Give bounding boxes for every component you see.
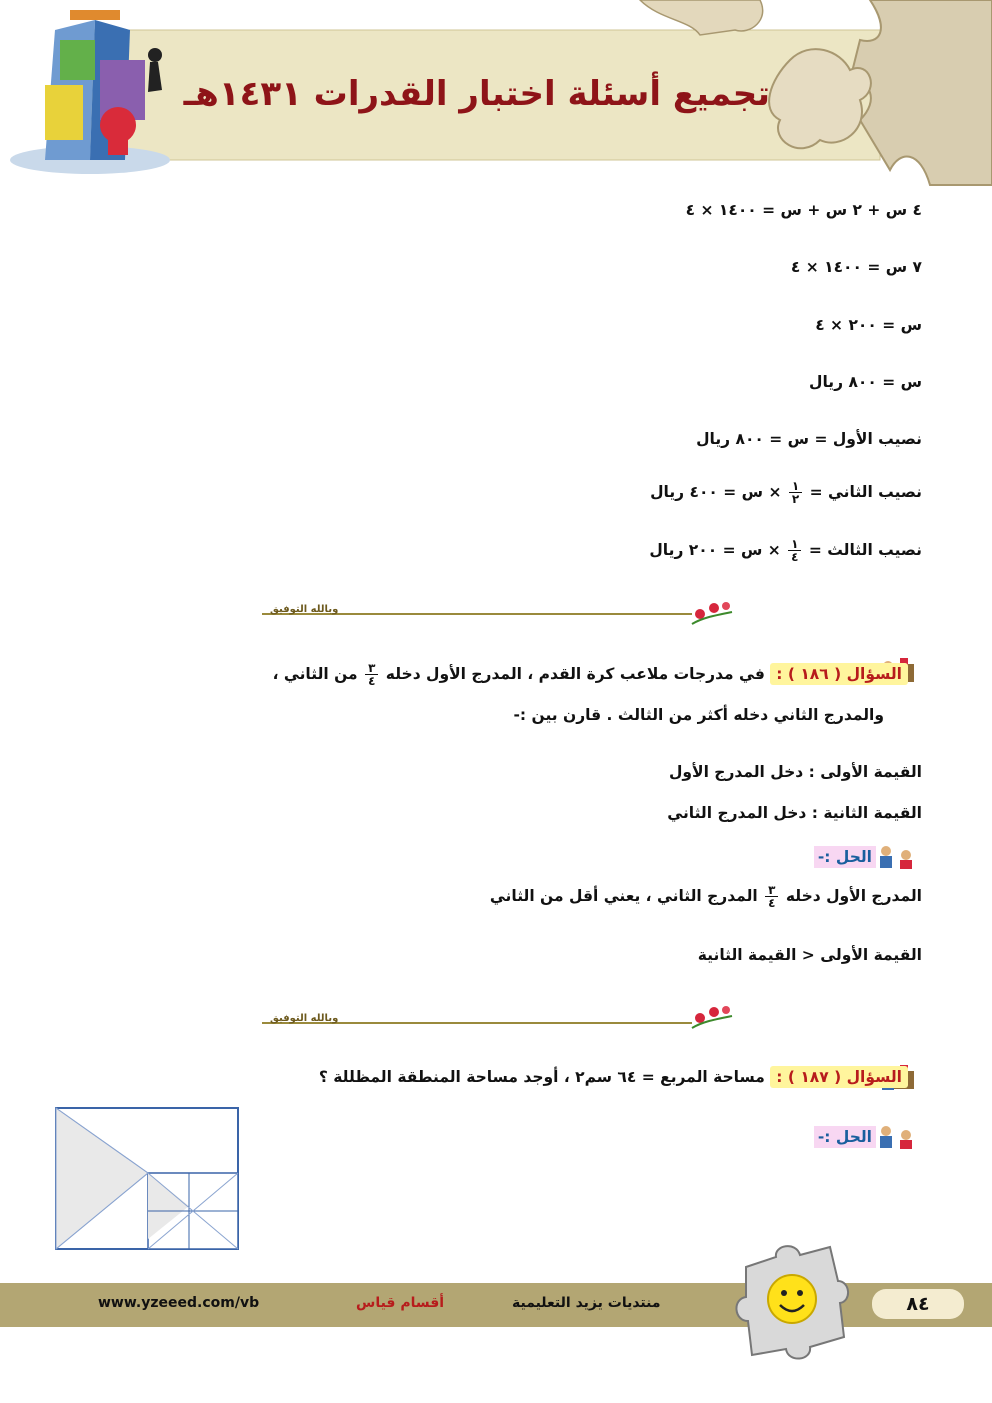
solution-186-label-wrap [814, 848, 876, 866]
divider-text-2: وبالله التوفيق [270, 1013, 339, 1024]
second-share-post: × س = ٤٠٠ ريال [650, 483, 782, 501]
solution-icon-187 [876, 1123, 916, 1149]
third-share-post: × س = ٢٠٠ ريال [649, 541, 781, 559]
equation-line-third-share [649, 538, 922, 563]
solution-186-label: الحل :- [814, 846, 876, 868]
divider-text-1: وبالله التوفيق [270, 604, 339, 615]
solution-187-label-wrap [814, 1128, 876, 1146]
flower-icon [688, 1002, 736, 1032]
flower-icon [688, 598, 736, 628]
fraction-numerator: ١ [788, 538, 801, 551]
smiley-puzzle-icon [726, 1237, 854, 1365]
question-186-label: السؤال ( ١٨٦ ) : [770, 663, 908, 685]
solution-186-post: المدرج الثاني ، يعني أقل من الثاني [489, 887, 758, 905]
solution-icon-186 [876, 843, 916, 869]
fraction-denominator: ٤ [768, 896, 776, 910]
question-186-line-2: والمدرج الثاني دخله أكثر من الثالث . قارن بين :- [513, 706, 884, 724]
question-187-line [319, 1068, 908, 1086]
equation-line-1: ٤ س + ٢ س + س = ١٤٠٠ × ٤ [685, 201, 922, 219]
question-186-line-1 [273, 662, 908, 687]
question-186-text-post: من الثاني ، [272, 665, 358, 683]
page-title: تجميع أسئلة اختبار القدرات ١٤٣١هـ [183, 74, 770, 114]
question-186-value-2: القيمة الثانية : دخل المدرج الثاني [667, 804, 922, 822]
solution-186-line-1 [490, 884, 922, 909]
equation-line-5: نصيب الأول = س = ٨٠٠ ريال [696, 430, 922, 448]
fraction-denominator: ٤ [368, 674, 376, 688]
fraction-numerator: ١ [789, 480, 802, 493]
fraction-quarter [788, 538, 801, 563]
solution-186-fraction [765, 884, 778, 909]
second-share-pre: نصيب الثاني = [809, 483, 922, 501]
question-187-label: السؤال ( ١٨٧ ) : [770, 1066, 908, 1088]
solution-186-pre: المدرج الأول دخله [785, 887, 922, 905]
fraction-numerator: ٣ [765, 884, 778, 897]
page-number: ٨٤ [872, 1289, 964, 1319]
solution-186-answer: القيمة الأولى < القيمة الثانية [697, 946, 922, 964]
equation-line-3: س = ٢٠٠ × ٤ [815, 316, 922, 334]
question-186-value-1: القيمة الأولى : دخل المدرج الأول [668, 763, 922, 781]
question-186-text-pre: في مدرجات ملاعب كرة القدم ، المدرج الأول دخله [385, 665, 765, 683]
footer-forum: منتديات يزيد التعليمية [512, 1295, 661, 1311]
equation-line-second-share [650, 480, 922, 505]
footer-url[interactable]: www.yzeeed.com/vb [98, 1295, 260, 1311]
fraction-denominator: ٤ [791, 550, 799, 564]
square-geometry-figure [54, 1106, 240, 1251]
equation-line-4: س = ٨٠٠ ريال [809, 373, 922, 391]
question-187-text: مساحة المربع = ٦٤ سم٢ ، أوجد مساحة المنطقة المظللة ؟ [318, 1068, 765, 1086]
third-share-pre: نصيب الثالث = [808, 541, 922, 559]
equation-line-2: ٧ س = ١٤٠٠ × ٤ [790, 258, 922, 276]
fraction-numerator: ٣ [365, 662, 378, 675]
fraction-denominator: ٢ [791, 492, 800, 506]
question-186-fraction [365, 662, 378, 687]
solution-187-label: الحل :- [814, 1126, 876, 1148]
fraction-half [789, 480, 802, 505]
footer-section: أقسام قياس [356, 1295, 445, 1311]
